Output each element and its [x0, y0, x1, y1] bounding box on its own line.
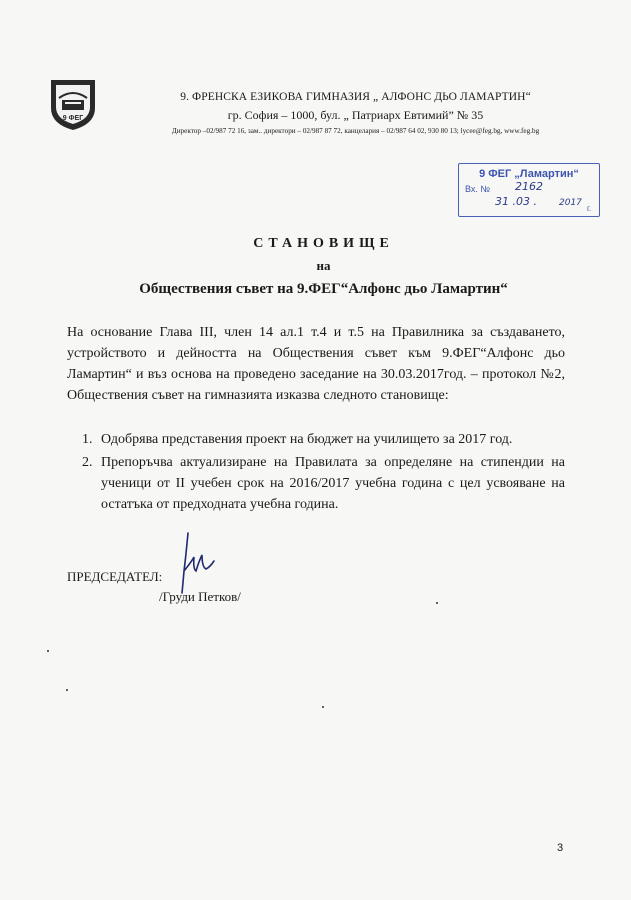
list-item — [67, 452, 565, 515]
scan-speck — [322, 706, 324, 708]
school-contacts: Директор –02/987 72 16, зам.. директори – 02/987 87 72, канцелария – 02/987 64 02, 930 80 13; lycee@feg.bg, www.feg.bg — [171, 127, 540, 135]
document-title: СТАНОВИЩЕ — [253, 236, 394, 251]
stamp-year-suffix: г. — [587, 204, 592, 213]
document-title-preposition: на — [316, 258, 331, 273]
stamp-number-label: Вх. № — [465, 184, 491, 194]
school-logo — [47, 74, 99, 132]
document-subtitle: Обществения съвет на 9.ФЕГ“Алфонс дьо Ламартин“ — [139, 281, 508, 297]
list-item — [67, 429, 565, 450]
page-number: 3 — [557, 842, 564, 854]
handwritten-signature — [174, 531, 222, 595]
school-address: гр. София – 1000, бул. „ Патриарх Евтимий” № 35 — [227, 108, 484, 122]
list-item-number: 1. — [82, 432, 93, 447]
list-item-number: 2. — [82, 455, 93, 470]
stamp-year-value: 2017 — [559, 198, 582, 208]
chairman-name: /Груди Петков/ — [159, 589, 241, 604]
decision-list — [67, 429, 565, 517]
stamp-date-value: 31 .03 . — [495, 195, 537, 208]
chairman-label: ПРЕДСЕДАТЕЛ: — [67, 569, 163, 584]
list-item-text: Одобрява представения проект на бюджет на училището за 2017 год. — [101, 432, 513, 447]
logo-text: 9 ФЕГ — [62, 115, 84, 122]
scan-speck — [66, 689, 68, 691]
school-name: 9. ФРЕНСКА ЕЗИКОВА ГИМНАЗИЯ „ АЛФОНС ДЬО ЛАМАРТИН“ — [180, 91, 531, 103]
stamp-title: 9 ФЕГ „Ламартин“ — [479, 168, 579, 180]
list-item-text: Препоръчва актуализиране на Правилата за определяне на стипендии на ученици от II учебен срок на 2016/2017 учебна година с цел усвояване на остатъка от предходната учебна година. — [101, 455, 565, 512]
stamp-number-value: 2162 — [515, 180, 543, 193]
intro-paragraph: На основание Глава III, член 14 ал.1 т.4 и т.5 на Правилника за създаването, устройството и дейността на Обществения съвет към 9.ФЕГ“Алфонс дьо Ламартин“ и въз основа на проведено заседание на 30.03.2017год. – протокол №2, Обществения съвет на гимназията изказва следното становище: — [67, 325, 565, 403]
scan-speck — [436, 602, 438, 604]
scan-speck — [47, 650, 49, 652]
registration-stamp — [458, 163, 600, 217]
